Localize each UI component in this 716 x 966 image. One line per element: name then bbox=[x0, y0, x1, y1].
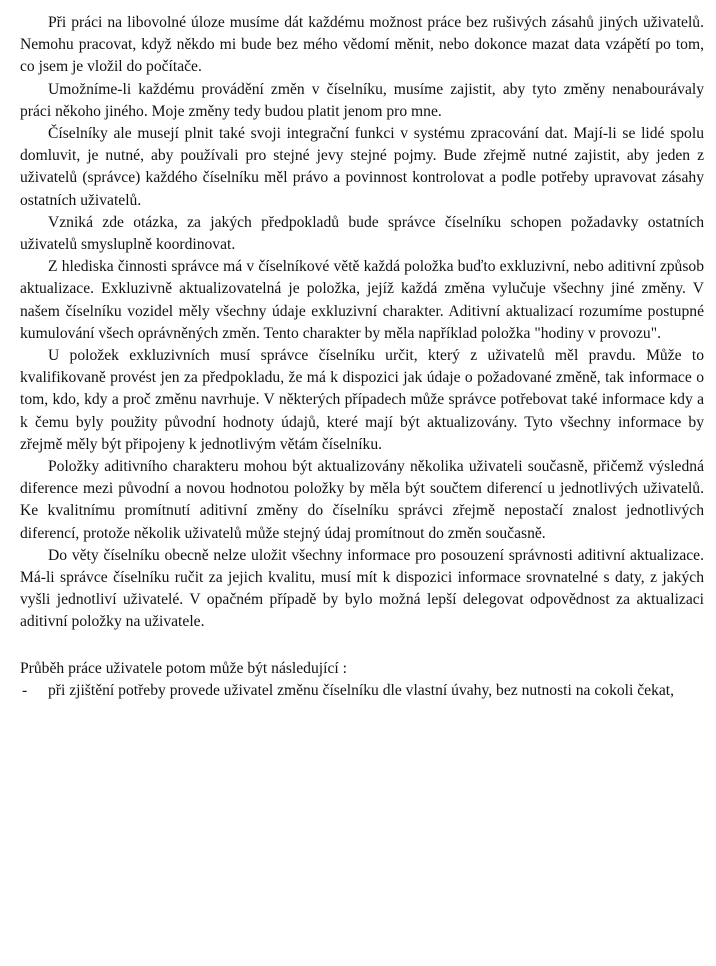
paragraph-2: Umožníme-li každému provádění změn v číselníku, musíme zajistit, aby tyto změny nenabourávaly práci někoho jiného. Moje změny tedy budou platit jenom pro mne. bbox=[20, 80, 704, 120]
paragraph-1: Při práci na libovolné úloze musíme dát každému možnost práce bez rušivých zásahů jiných uživatelů. Nemohu pracovat, když někdo mi bude bez mého vědomí měnit, nebo dokonce mazat data vzápětí po tom, co jsem je vložil do počítače. bbox=[20, 14, 704, 76]
document-body bbox=[20, 12, 704, 702]
paragraph-6: U položek exkluzivních musí správce číselníku určit, který z uživatelů měl pravdu. Může to kvalifikovaně provést jen za předpokladu, že má k dispozici jak údaje o požadované změně, tak informace o tom, kdo, kdy a proč změnu navrhuje. V některých případech může správce potřebovat také informace kdy a k čemu byly použity původní hodnoty údajů, které mají být aktualizovány. Tyto všechny informace by zřejmě měly být připojeny k jednotlivým větám číselníku. bbox=[20, 347, 704, 453]
paragraph-3: Číselníky ale musejí plnit také svoji integrační funkci v systému zpracování dat. Mají-li se lidé spolu domluvit, je nutné, aby používali pro stejné jevy stejné pojmy. Bude zřejmě nutné zajistit, aby jeden z uživatelů (správce) každého číselníku měl právo a povinnost kontrolovat a podle potřeby upravovat zásahy ostatních uživatelů. bbox=[20, 125, 704, 209]
list-bullet: - bbox=[22, 681, 28, 699]
paragraph-5: Z hlediska činnosti správce má v číselníkové větě každá položka buďto exkluzivní, nebo aditivní způsob aktualizace. Exkluzivně aktualizovatelná je položka, jejíž každá změna vylučuje všechny jiné změny. V našem číselníku vozidel měly všechny údaje exkluzivní charakter. Aditivní aktualizací rozumíme postupné kumulování všech oprávněných změn. Tento charakter by měla například položka "hodiny v provozu". bbox=[20, 258, 704, 342]
paragraph-4: Vzniká zde otázka, za jakých předpokladů bude správce číselníku schopen požadavky ostatních uživatelů smysluplně koordinovat. bbox=[20, 213, 704, 254]
paragraph-8: Do věty číselníku obecně nelze uložit všechny informace pro posouzení správnosti aditivní aktualizace. Má-li správce číselníku ručit za jejich kvalitu, musí mít k dispozici informace srovnatelné s daty, z jakých vyšli jednotliví uživatelé. V opačném případě by bylo možná lepší delegovat odpovědnost za aktualizaci aditivní položky na uživatele. bbox=[20, 546, 704, 631]
list-item bbox=[20, 680, 704, 702]
paragraph-7: Položky aditivního charakteru mohou být aktualizovány několika uživateli současně, přičemž výsledná diference mezi původní a novou hodnotou položky by měla být součtem diferencí u jednotlivých uživatelů. Ke kvalitnímu promítnutí aditivní změny do číselníku správci zřejmě nepostačí znalost jednotlivých diferencí, protože několik uživatelů může stejný údaj promítnout do změn současně. bbox=[20, 458, 704, 542]
section-spacer bbox=[20, 634, 704, 658]
workflow-list bbox=[20, 680, 704, 702]
workflow-intro: Průběh práce uživatele potom může být následující : bbox=[20, 659, 347, 677]
list-item-text: při zjištění potřeby provede uživatel změnu číselníku dle vlastní úvahy, bez nutnosti na cokoli čekat, bbox=[48, 681, 675, 699]
